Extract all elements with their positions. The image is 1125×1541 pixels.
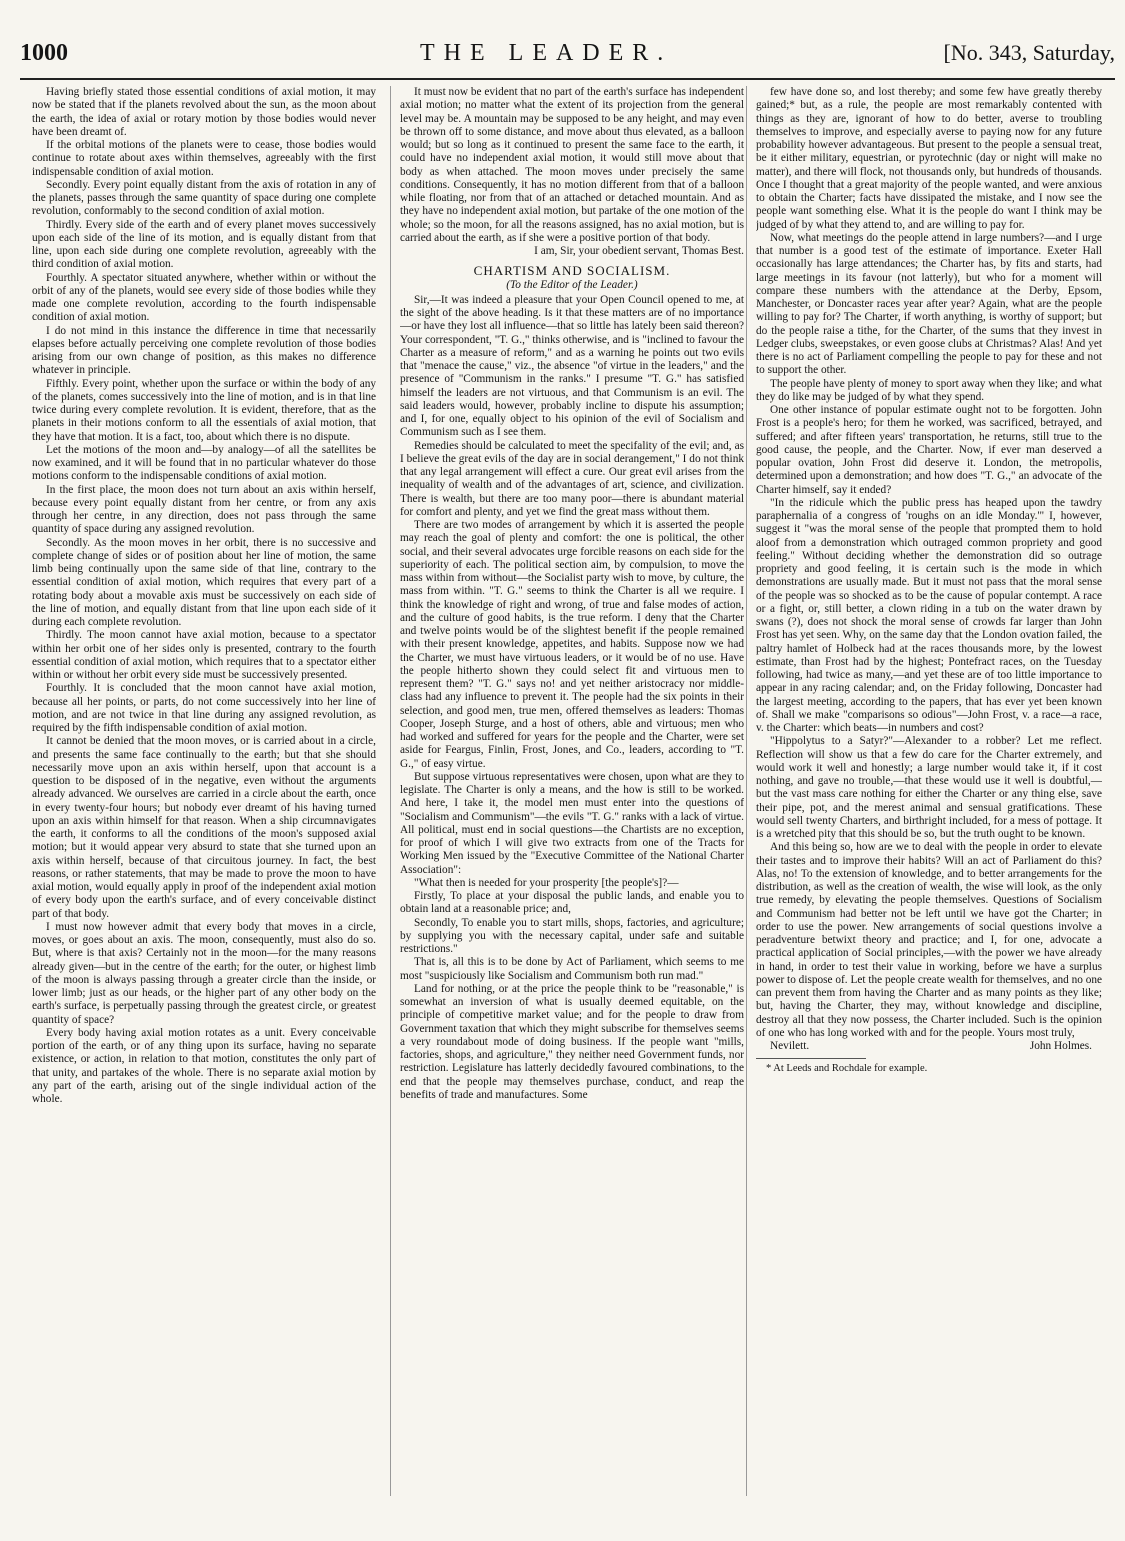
paragraph: Remedies should be calculated to meet the specifality of the evil; and, as I believe the great evils of the day are in social derangement," I do not think that any legal arrangement will effect a cure. Our great evil arises from the inequality of wealth and of the advantages of art, science, and civilization. There is wealth, but there are too many poor—there is abundant material for comfort and plenty, and yet we find the great mass without them. <box>400 439 744 518</box>
page-header <box>20 40 1115 74</box>
column-divider <box>746 86 747 1496</box>
paragraph: Land for nothing, or at the price the people think to be "reasonable," is somewhat an inversion of what is usually deemed equitable, on the principle of competitive market value; and for the people to draw from Government taxation that which they might subscribe for themselves seems a very roundabout mode of doing business. If the people want "mills, factories, shops, and agriculture," they neither need Government funds, nor restriction. Legislature has latterly decidedly favoured combinations, to the end that the people may themselves purchase, conduct, and reap the benefits of trade and manufactures. Some <box>400 982 744 1101</box>
column-1-body <box>32 86 376 1106</box>
paragraph: Having briefly stated those essential conditions of axial motion, it may now be stated that if the planets revolved about the sun, as the moon about the earth, the idea of axial or rotary motion by those bodies would never have been dreamt of. <box>32 86 376 138</box>
paragraph: few have done so, and lost thereby; and some few have greatly thereby gained;* but, as a rule, the people are most remarkably contented with things as they are, ignorant of how to do better, averse to troubling themselves to improve, and especially averse to paying now for any future probability however advantageous. But present to the people a sensual treat, be it either military, equestrian, or pyrotechnic (day or night will make no matter), and there will flock, not thousands only, but hundreds of thousands. Once I thought that a great majority of the people wanted, and were anxious to obtain the Charter; facts have dissipated the mistake, and I now see the people want something else. What it is the people do want I think may be judged of by what they attend to, and are willing to pay for. <box>756 86 1102 231</box>
paragraph: Thirdly. Every side of the earth and of every planet moves successively upon each side of the line of its motion, and is equally distant from that line, upon each side during one complete revolution, agreeably with the third condition of axial motion. <box>32 218 376 271</box>
footnote-rule <box>756 1058 866 1059</box>
paragraph: If the orbital motions of the planets were to cease, those bodies would continue to rotate about axes within themselves, agreeably with the first indispensable condition of axial motion. <box>32 139 376 178</box>
paragraph: I must now however admit that every body that moves in a circle, moves, or goes about an axis. The moon, consequently, must also do so. But, where is that axis? Certainly not in the moon—for the many reasons already given—but in the centre of the earth; for the outer, or highest limb of the moon is always passing through a greater circle than the inside, or lower limb; just as our heads, or the higher part of any other body on the earth's surface, is perpetually passing through the greatest circle, or greatest quantity of space? <box>32 920 376 1026</box>
paragraph: "In the ridicule which the public press has heaped upon the tawdry paraphernalia of a congress of 'roughs on an idle Monday.'" I, however, suggest it "was the moral sense of the people that prompted them to hold aloof from a demonstration which outraged common propriety and good feeling." Without deciding whether the demonstration did so outrage propriety and good feeling, it is certain such is the mode in which demonstrations are usually made. But it must not pass that the moral sense of the people was so shocked as to be the cause of popular contempt. A race or a fight, or, still better, a clown riding in a tub on the water drawn by swans (?), does not shock the moral sense of crowds far larger than John Frost has yet seen. Why, on the same day that the London ovation failed, the paltry hamlet of Holbeck had at the races thousands more, by the lowest estimate, than Frost had by the highest; Pontefract races, on the Tuesday following, had twice as many,—and yet these are of too little importance to appear in any racing calendar; and, on the Friday following, Doncaster had the largest meeting, according to the papers, that has ever yet been known of. Shall we make "comparisons so odious"—John Frost, v. a race—a race, v. the Charter: which beats—in numbers and cost? <box>756 496 1102 734</box>
page-number: 1000 <box>20 40 68 66</box>
paragraph: Now, what meetings do the people attend in large numbers?—and I urge that number is a good test of the estimate of importance. Exeter Hall occasionally has large attendances; the Charter has, by fits and starts, had large meetings in its favour (not latterly), but who for a moment will compare these numbers with the attendance at the Derby, Epsom, Manchester, or Doncaster races year after year? Again, what are the people willing to pay for? The Charter, if worth anything, is worthy of support; but do the people raise a tithe, for the Charter, of the sums that they invest in Ledger clubs, sweepstakes, or even goose clubs at Christmas? Alas! And yet there is no act of Parliament compelling the people to pay for these and not to support the other. <box>756 231 1102 377</box>
signature-row <box>756 1040 1102 1054</box>
letter-best-signoff: I am, Sir, your obedient servant, Thomas Best. <box>534 245 744 257</box>
paragraph: Let the motions of the moon and—by analogy—of all the satellites be now examined, and it will be found that in no particular whatever do those motions conform to the indispensable conditions of axial motion. <box>32 443 376 483</box>
column-1 <box>32 86 376 1506</box>
paragraph: There are two modes of arrangement by which it is asserted the people may reach the goal of plenty and comfort: the one is political, the other social, and their several advocates urge forcible reasons on each side for the superiority of each. The political section aim, by compulsion, to move the mass within from without—the Socialist party wish to move, by culture, the mass from within. "T. G." seems to think the Charter is all we require. I think the knowledge of right and wrong, of true and false modes of action, and the culture of good habits, is the true reform. I deny that the Charter and twelve points would be of the slightest benefit if the people remained with their present knowledge, appetites, and habits. Suppose now we had the Charter, we must have virtuous leaders, or it would be of no use. Have the people hitherto shown they could select fit and virtuous men to represent them? "T. G." says no! and yet neither aristocracy nor middle-class had any influence to prevent it. The people had the six points in their selection, and good men, true men, offered themselves as leaders: Thomas Cooper, Joseph Sturge, and a host of others, able and virtuous; men who had worked and suffered for years for the people and the Charter, were set aside for Feargus, Finlin, Frost, Jones, and Co., leaders, according to "T. G.," of easy virtue. <box>400 519 744 770</box>
publication-title: THE LEADER. <box>420 40 673 66</box>
article-title: CHARTISM AND SOCIALISM. <box>473 263 671 279</box>
paragraph: The people have plenty of money to sport away when they like; and what they do like may be judged of by what they spend. <box>756 377 1102 403</box>
signature-place: Nevilett. <box>770 1040 810 1052</box>
paragraph: Fifthly. Every point, whether upon the surface or within the body of any of the planets, comes successively into the line of motion, and is in that line twice during every complete revolution. It is evident, therefore, that as the planets in their motions conform to all the essentials of axial motion, that they have that motion. It is a fact, too, about which there is no dispute. <box>32 377 376 443</box>
paragraph: One other instance of popular estimate ought not to be forgotten. John Frost is a people's hero; for them he worked, was sacrificed, betrayed, and suffered; and after fifteen years' transportation, he returns, still true to the good cause, the people, and the Charter. Now, if ever man deserved a popular ovation, John Frost did deserve it. London, the metropolis, determined upon a demonstration; and how does "T. G.," an advocate of the Charter himself, say it ended? <box>756 404 1102 496</box>
paragraph: Fourthly. It is concluded that the moon cannot have axial motion, because all her points, or parts, do not come successively into her line of motion, and are not twice in that line during any assigned revolution, as required by the fifth indispensable condition of axial motion. <box>32 682 376 734</box>
paragraph: That is, all this is to be done by Act of Parliament, which seems to me most "suspiciously like Socialism and Communism both run mad." <box>400 956 744 982</box>
footnote: * At Leeds and Rochdale for example. <box>766 1063 928 1074</box>
article-subtitle: (To the Editor of the Leader.) <box>506 278 638 291</box>
paragraph: Fourthly. A spectator situated anywhere, whether within or without the orbit of any of the planets, would see every side of those bodies while they made one complete revolution, according to the fourth indispensable condition of axial motion. <box>32 271 376 324</box>
paragraph: Sir,—It was indeed a pleasure that your Open Council opened to me, at the sight of the above heading. Is it that these matters are of no importance—or have they lost all influence—that so little has lately been said thereon? Your correspondent, "T. G.," thinks otherwise, and is "inclined to favour the Charter as a measure of reform," and as a warning he points out two evils that "menace the cause," viz., the absence "of virtue in the leaders," and the presence of "Communism in the ranks." I presume "T. G." has satisfied himself the leaders are not virtuous, and that Communism is an evil. The said leaders would, however, probably incline to dispute his assumption; and I, for one, equally object to his opinion of the evil of Socialism and Communism such as I see them. <box>400 293 744 439</box>
column-3 <box>756 86 1102 1506</box>
paragraph: "Hippolytus to a Satyr?"—Alexander to a robber? Let me reflect. Reflection will show us that a few do care for the Charter extremely, and would work it well and honestly; a large number would take it, if it cost nothing, and gave no trouble,—that these would use it well is doubtful,—but the vast mass care nothing for either the Charter or any thing else, save their pipe, pot, and the merest animal and sensual gratifications. These would sell twenty Charters, and birthright included, for a mess of pottage. It is a wretched pity that this should be so, but the truth ought to be known. <box>756 735 1102 840</box>
paragraph: Secondly. Every point equally distant from the axis of rotation in any of the planets, passes through the same quantity of space during one complete revolution, conformably to the second condition of axial motion. <box>32 178 376 218</box>
paragraph: Secondly. As the moon moves in her orbit, there is no successive and complete change of sides or of position about her line of motion, the same limb being continually upon the same side of that line, contrary to the essential condition of axial motion, which requires that every part of a rotating body about a movable axis must be successively on each side of the line of motion, and equally distant from that line upon each side of it during each complete revolution. <box>32 536 376 628</box>
column-2 <box>400 86 744 1506</box>
header-rule <box>20 78 1115 80</box>
paragraph: But suppose virtuous representatives were chosen, upon what are they to legislate. The Charter is only a means, and the how is still to be worked. And here, I take it, the model men must enter into the questions of "Socialism and Communism"—the evils "T. G." ranks with a lack of virtue. All political, must end in social questions—the Chartists are no exception, for proof of which I will give two extracts from one of the Tracts for Working Men issued by the "Executive Committee of the National Charter Association": <box>400 770 744 876</box>
paragraph: I do not mind in this instance the difference in time that necessarily elapses before actually perceiving one complete revolution of those bodies arising from our own change of position, as this makes no difference whatever in principle. <box>32 324 376 377</box>
paragraph: And this being so, how are we to deal with the people in order to elevate their tastes and to improve their habits? Will an act of Parliament do this? Alas, no! To the extension of knowledge, and to better arrangements for the distribution, as well as the creation of wealth, the wise will look, as the only true remedy, by elevating the people themselves. Questions of Socialism and Communism had better not be left until we have got the Charter; in order to use the power. New arrangements of social questions involve a peradventure betwixt theory and practice; and I, for one, advocate a practical application of Social principles,—with the power we have already in hand, in order to test their value in working, before we have a surplus power to dispose of. Let the people create wealth for themselves, and no one can prevent them from having the Charter and as many points as they like; but, having the Charter, they may, without knowledge and discipline, destroy all that they now possess, the Charter included. Such is the opinion of one who has long worked with and for the people. Yours most truly, <box>756 841 1102 1039</box>
column-3-body <box>756 86 1102 1040</box>
paragraph: Thirdly. The moon cannot have axial motion, because to a spectator within her orbit one of her sides only is presented, contrary to the fourth essential condition of axial motion, which requires that to a spectator either within or without her orbit every side must be successively presented. <box>32 629 376 681</box>
paragraph: It cannot be denied that the moon moves, or is carried about in a circle, and presents the same face continually to the earth; but that she should necessarily move upon an axis within herself, upon that account is a question to be disposed of in the negative, even without the arguments already advanced. We ourselves are carried in a circle about the earth, once in every twenty-four hours; but nobody ever dreamt of his having turned upon an axis within himself for that reason. When a ship circumnavigates the earth, it conforms to all the conditions of the moon's supposed axial motion; but it would appear very absurd to state that she turned upon an axis within herself, because of that circuitous journey. In fact, the best reasons, or rather statements, that may be made to prove the moon to have axial motion, would equally apply in proof of the independent axial motion of every body upon the earth's surface, and of every conceivable distinct part of that body. <box>32 735 376 920</box>
paragraph: Every body having axial motion rotates as a unit. Every conceivable portion of the earth, or of any thing upon its surface, having no separate existence, or action, in relation to that motion, constitutes the only part of that unity, and partakes of the whole. There is no separate axial motion by any part of the earth, arising out of the single individual action of the whole. <box>32 1026 376 1105</box>
issue-line: [No. 343, Saturday, <box>943 40 1115 65</box>
paragraph: Firstly, To place at your disposal the public lands, and enable you to obtain land at a reasonable price; and, <box>400 890 744 916</box>
paragraph: Secondly, To enable you to start mills, shops, factories, and agriculture; by supplying you with the necessary capital, under safe and suitable restrictions." <box>400 916 744 955</box>
letter-best-body <box>400 86 744 245</box>
paragraph: In the first place, the moon does not turn about an axis within herself, because every point equally distant from her centre, or from any axis through her centre, in any direction, does not pass through the same quantity of space during any assigned revolution. <box>32 483 376 536</box>
signature-name: John Holmes. <box>1029 1040 1092 1052</box>
letter-holmes-body <box>400 294 744 1102</box>
column-divider <box>390 86 391 1496</box>
paragraph: "What then is needed for your prosperity [the people's]?— <box>414 876 679 889</box>
paragraph: It must now be evident that no part of the earth's surface has independent axial motion; no matter what the extent of its projection from the general level may be. A mountain may be supposed to be any height, and may even be thrown off to some distance, and move about thus elevated, as a balloon would; but so long as it continued to present the same face to the earth, it could have no independent axial motion, it would still move about that body as when attached. The moon moves under precisely the same conditions. Consequently, it has no motion different from that of a balloon while floating, nor from that of an attached or detached mountain. And as they have no independent axial motion, but partake of the one motion of the whole; so the moon, for all the reasons assigned, has no axial motion, but is carried about the earth, as if she were a positive portion of that body. <box>400 86 744 244</box>
